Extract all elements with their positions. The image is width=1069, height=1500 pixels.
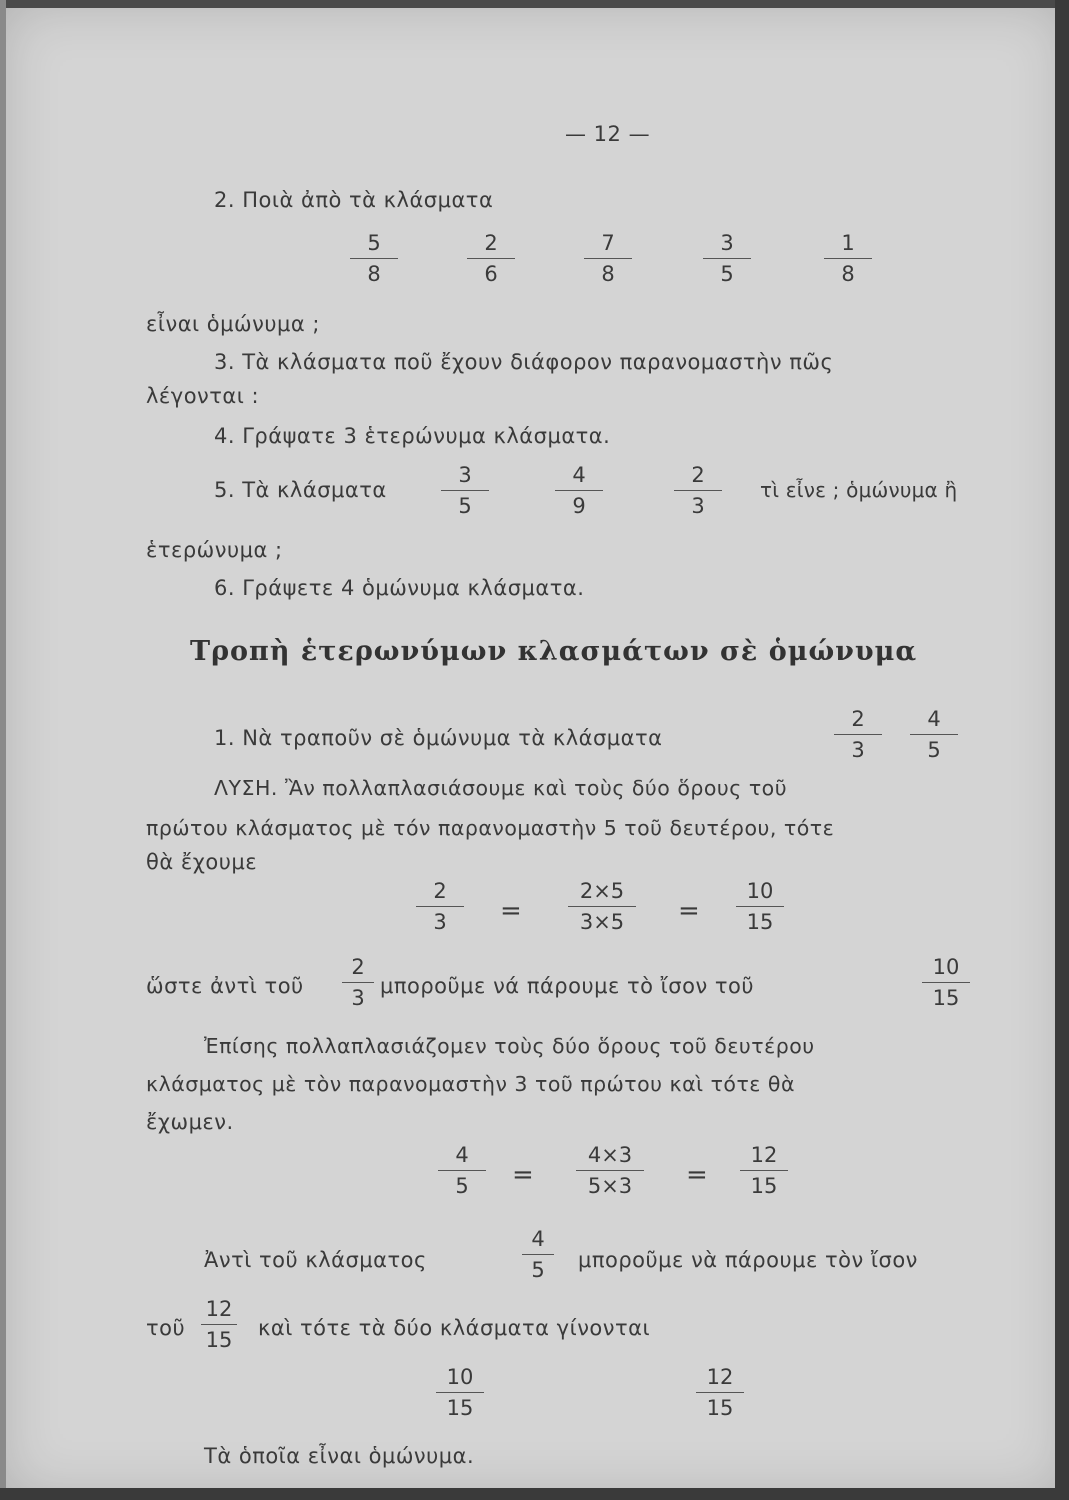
eq1-fraction-b [560, 878, 644, 935]
example-1-text: 1. Νὰ τραποῦν σὲ ὁμώνυμα τὰ κλάσματα [214, 726, 663, 750]
q2-fraction-5 [818, 230, 878, 287]
denominator: 15 [746, 910, 774, 934]
solution-line-1: ΛΥΣΗ. Ἂν πολλαπλασιάσουμε καὶ τοὺς δύο ὅρους τοῦ [214, 776, 788, 800]
equals-sign: = [678, 896, 700, 926]
final-text: Τὰ ὁποῖα εἶναι ὁμώνυμα. [204, 1444, 475, 1468]
eq2-fraction-b [568, 1142, 652, 1199]
question-2-text: 2. Ποιὰ ἀπὸ τὰ κλάσματα [214, 188, 494, 212]
numerator: 10 [932, 955, 960, 979]
numerator: 2 [851, 707, 865, 731]
numerator: 12 [750, 1143, 778, 1167]
numerator: 2 [433, 879, 447, 903]
fraction-bar [467, 258, 515, 259]
eq2-fraction-c [734, 1142, 794, 1199]
denominator: 3 [851, 738, 865, 762]
fraction-bar [696, 1392, 744, 1393]
denominator: 5 [458, 494, 472, 518]
fraction-bar [922, 982, 970, 983]
also-line-1: Ἐπίσης πολλαπλασιάζομεν τοὺς δύο ὅρους τοῦ δευτέρου [204, 1034, 815, 1058]
instead-of-fraction-post: μποροῦμε νὰ πάρουμε τὸν ἴσον [578, 1248, 918, 1272]
denominator: 15 [706, 1396, 734, 1420]
question-5-after: τὶ εἶνε ; ὁμώνυμα ἢ [760, 478, 958, 502]
fraction-bar [436, 1392, 484, 1393]
q2-fraction-1 [344, 230, 404, 287]
denominator: 15 [750, 1174, 778, 1198]
fraction-bar [740, 1170, 788, 1171]
fraction-bar [416, 906, 464, 907]
denominator: 5 [531, 1258, 545, 1282]
fraction-bar [736, 906, 784, 907]
fraction-bar [342, 982, 374, 983]
question-3-line-2: λέγονται : [146, 384, 260, 408]
question-5-text: 5. Τὰ κλάσματα [214, 478, 387, 502]
so-instead-text: ὥστε ἀντὶ τοῦ [146, 974, 304, 998]
denominator: 8 [841, 262, 855, 286]
numerator: 4×3 [587, 1143, 633, 1167]
numerator: 7 [601, 231, 615, 255]
q2-fraction-3 [578, 230, 638, 287]
fraction-bar [674, 490, 722, 491]
page-edge-right [1055, 0, 1069, 1500]
page-edge-left [0, 0, 6, 1500]
equals-sign: = [512, 1160, 534, 1190]
numerator: 2 [691, 463, 705, 487]
numerator: 10 [446, 1365, 474, 1389]
question-6: 6. Γράψετε 4 ὁμώνυμα κλάσματα. [214, 576, 585, 600]
equals-sign: = [686, 1160, 708, 1190]
page-edge-top [0, 0, 1069, 8]
numerator: 4 [455, 1143, 469, 1167]
numerator: 2 [351, 955, 365, 979]
fraction-bar [438, 1170, 486, 1171]
section-heading: Τροπὴ ἑτερωνύμων κλασμάτων σὲ ὁμώνυμα [190, 636, 918, 667]
numerator: 2×5 [579, 879, 625, 903]
eq2-fraction-a [432, 1142, 492, 1199]
final-fraction-2 [690, 1364, 750, 1421]
final-fraction-1 [430, 1364, 490, 1421]
denominator: 15 [932, 986, 960, 1010]
numerator: 3 [720, 231, 734, 255]
numerator: 4 [531, 1227, 545, 1251]
so-instead-mid: μποροῦμε νά πάρουμε τὸ ἴσον τοῦ [380, 974, 754, 998]
denominator: 3 [691, 494, 705, 518]
numerator: 12 [205, 1297, 233, 1321]
so-instead-fraction [338, 954, 378, 1011]
example-1-fraction-2 [904, 706, 964, 763]
fraction-bar [824, 258, 872, 259]
fraction-bar [834, 734, 882, 735]
numerator: 2 [484, 231, 498, 255]
numerator: 5 [367, 231, 381, 255]
fraction-bar [910, 734, 958, 735]
denominator: 5 [455, 1174, 469, 1198]
fraction-bar [555, 490, 603, 491]
fraction-bar [441, 490, 489, 491]
fraction-bar [576, 1170, 643, 1171]
question-4: 4. Γράψατε 3 ἑτερώνυμα κλάσματα. [214, 424, 611, 448]
solution-line-3: θὰ ἔχουμε [146, 850, 258, 874]
denominator: 3 [351, 986, 365, 1010]
q2-fraction-2 [461, 230, 521, 287]
denominator: 8 [601, 262, 615, 286]
equal-of-post: καὶ τότε τὰ δύο κλάσματα γίνονται [258, 1316, 651, 1340]
instead-of-fraction-text: Ἀντὶ τοῦ κλάσματος [204, 1248, 427, 1272]
fraction-bar [584, 258, 632, 259]
page-edge-bottom [0, 1488, 1069, 1500]
page-number: — 12 — [565, 122, 651, 146]
equals-sign: = [500, 896, 522, 926]
eq1-fraction-a [410, 878, 470, 935]
denominator: 3 [433, 910, 447, 934]
numerator: 4 [572, 463, 586, 487]
numerator: 10 [746, 879, 774, 903]
solution-line-2: πρώτου κλάσματος μὲ τόν παρανομαστὴν 5 τοῦ δευτέρου, τότε [146, 816, 835, 840]
denominator: 8 [367, 262, 381, 286]
question-3-line-1: 3. Τὰ κλάσματα ποῦ ἔχουν διάφορον παρανομαστὴν πῶς [214, 350, 834, 374]
also-line-2: κλάσματος μὲ τὸν παρανομαστὴν 3 τοῦ πρώτου καὶ τότε θὰ [146, 1072, 795, 1096]
example-1-fraction-1 [828, 706, 888, 763]
fraction-bar [201, 1324, 238, 1325]
fraction-bar [350, 258, 398, 259]
denominator: 15 [205, 1328, 233, 1352]
instead-of-fraction [518, 1226, 558, 1283]
equal-of-text: τοῦ [146, 1316, 186, 1340]
fraction-bar [568, 906, 635, 907]
fraction-bar [703, 258, 751, 259]
equal-of-fraction [196, 1296, 242, 1353]
numerator: 12 [706, 1365, 734, 1389]
denominator: 6 [484, 262, 498, 286]
denominator: 9 [572, 494, 586, 518]
numerator: 3 [458, 463, 472, 487]
q2-fraction-4 [697, 230, 757, 287]
q5-fraction-1 [435, 462, 495, 519]
numerator: 1 [841, 231, 855, 255]
denominator: 15 [446, 1396, 474, 1420]
question-2-tail: εἶναι ὁμώνυμα ; [146, 312, 320, 336]
also-line-3: ἔχωμεν. [146, 1110, 234, 1134]
denominator: 5 [720, 262, 734, 286]
fraction-bar [522, 1254, 554, 1255]
denominator: 5 [927, 738, 941, 762]
denominator: 5×3 [587, 1174, 633, 1198]
denominator: 3×5 [579, 910, 625, 934]
so-instead-equal-fraction [916, 954, 976, 1011]
q5-fraction-2 [549, 462, 609, 519]
eq1-fraction-c [730, 878, 790, 935]
q5-fraction-3 [668, 462, 728, 519]
question-5-tail: ἑτερώνυμα ; [146, 538, 283, 562]
numerator: 4 [927, 707, 941, 731]
